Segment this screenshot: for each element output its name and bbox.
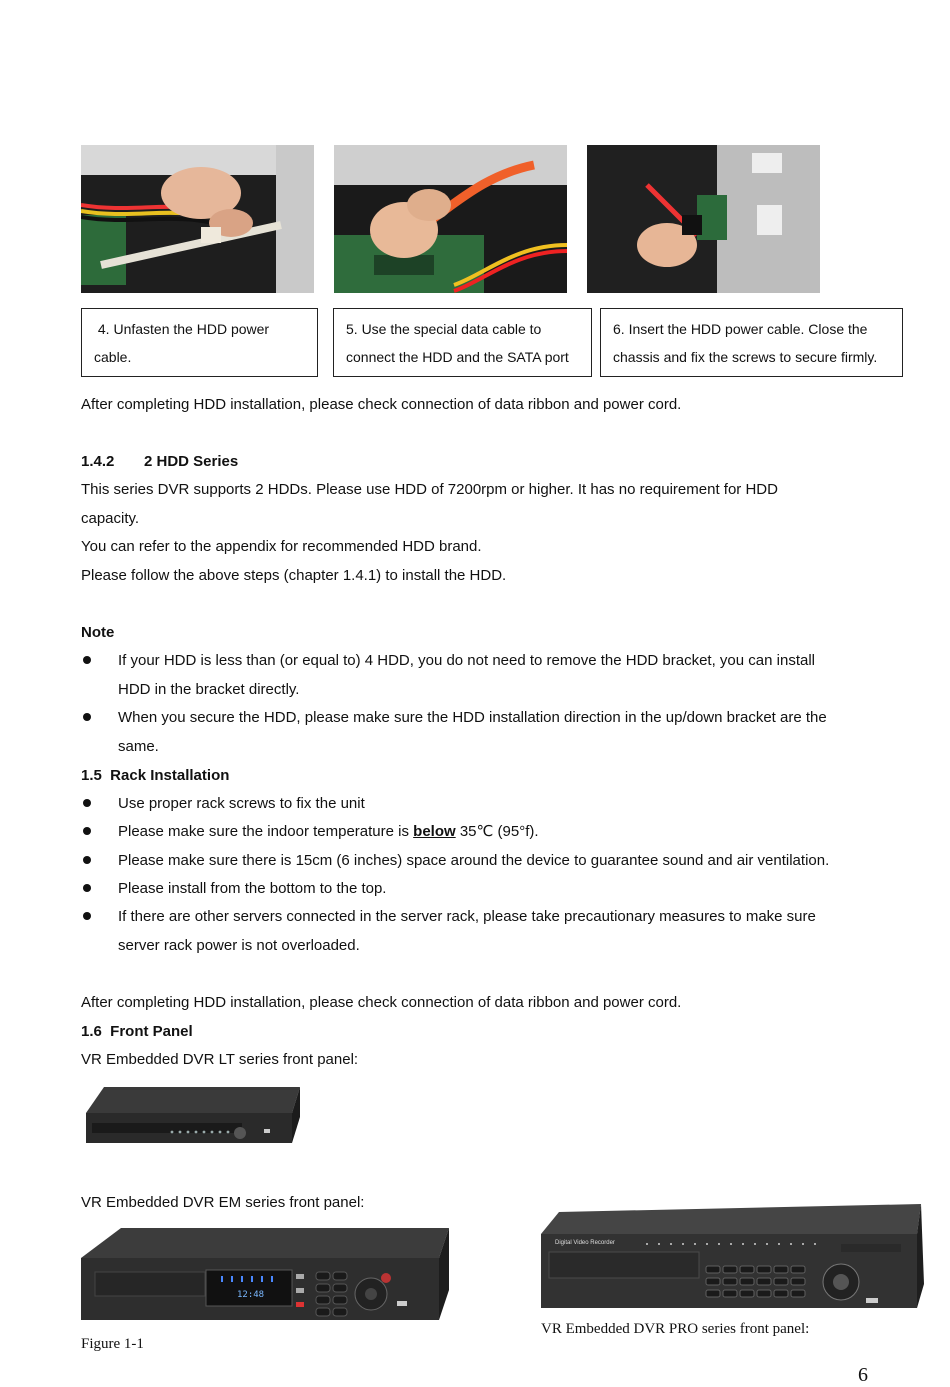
- rack-bullet-5-cont: server rack power is not overloaded.: [118, 937, 360, 954]
- para-line: Please follow the above steps (chapter 1.4.1) to install the HDD.: [81, 567, 507, 584]
- em-series-label: VR Embedded DVR EM series front panel:: [81, 1194, 365, 1211]
- note-bullet-2-cont: same.: [118, 738, 159, 755]
- caption-step-5-line1: 5. Use the special data cable to: [346, 321, 542, 337]
- bullet-icon: [81, 794, 93, 814]
- caption-step-4: [81, 308, 318, 377]
- rack-bullet-2-below: below: [413, 823, 456, 840]
- para-line: capacity.: [81, 510, 140, 527]
- rack-bullet-2-pre: Please make sure the indoor temperature is: [118, 823, 414, 840]
- note-bullet-1: If your HDD is less than (or equal to) 4 HDD, you do not need to remove the HDD bracket, you can install: [118, 652, 815, 669]
- caption-step-6-line1: 6. Insert the HDD power cable. Close the: [613, 321, 868, 337]
- after-install-note: After completing HDD installation, please check connection of data ribbon and power cord.: [81, 396, 682, 413]
- caption-step-6: [600, 308, 903, 377]
- para-line: You can refer to the appendix for recommended HDD brand.: [81, 538, 482, 555]
- caption-step-6-line2: chassis and fix the screws to secure firmly.: [613, 349, 878, 365]
- bullet-icon: [81, 651, 93, 671]
- dvr-lt-front-panel-image: [82, 1085, 302, 1147]
- after-install-note-2: After completing HDD installation, please check connection of data ribbon and power cord.: [81, 994, 682, 1011]
- photo-insert-power-cable: [587, 145, 820, 293]
- rack-bullet-3: Please make sure there is 15cm (6 inches) space around the device to guarantee sound and air ventilation.: [118, 852, 830, 869]
- caption-step-4-line1: 4. Unfasten the HDD power: [94, 321, 270, 337]
- rack-bullet-4: Please install from the bottom to the top.: [118, 880, 387, 897]
- rack-bullet-1: Use proper rack screws to fix the unit: [118, 795, 365, 812]
- rack-bullet-2: [118, 822, 539, 842]
- rack-bullet-5: If there are other servers connected in the server rack, please take precautionary measures to make sure: [118, 908, 816, 925]
- dvr-em-front-panel-image: [81, 1226, 451, 1322]
- caption-step-5: [333, 308, 592, 377]
- caption-step-4-line2: cable.: [94, 349, 132, 365]
- caption-step-5-line2: connect the HDD and the SATA port: [346, 349, 569, 365]
- section-15-title: 1.5 Rack Installation: [81, 767, 230, 784]
- bullet-icon: [81, 822, 93, 842]
- para-line: This series DVR supports 2 HDDs. Please use HDD of 7200rpm or higher. It has no requirement for HDD: [81, 481, 778, 498]
- note-bullet-1-cont: HDD in the bracket directly.: [118, 681, 300, 698]
- figure-caption: Figure 1-1: [81, 1336, 144, 1352]
- pro-brand-text: Digital Video Recorder: [555, 1240, 615, 1246]
- section-16-title: 1.6 Front Panel: [81, 1023, 193, 1040]
- bullet-icon: [81, 907, 93, 927]
- bullet-icon: [81, 851, 93, 871]
- page-number: 6: [858, 1364, 868, 1386]
- section-142-number: 1.4.2: [81, 453, 115, 470]
- section-142-title: 2 HDD Series: [144, 453, 239, 470]
- dvr-pro-front-panel-image: [541, 1204, 924, 1316]
- photo-data-cable: [334, 145, 567, 293]
- bullet-icon: [81, 879, 93, 899]
- bullet-icon: [81, 708, 93, 728]
- photo-unfasten-hdd-power: [81, 145, 314, 293]
- note-title: Note: [81, 624, 115, 641]
- rack-bullet-2-post: 35℃ (95°f).: [455, 823, 539, 840]
- pro-series-label: VR Embedded DVR PRO series front panel:: [541, 1321, 810, 1337]
- em-lcd-text: 12:48: [237, 1290, 265, 1300]
- lt-series-label: VR Embedded DVR LT series front panel:: [81, 1051, 359, 1068]
- note-bullet-2: When you secure the HDD, please make sure the HDD installation direction in the up/down bracket are the: [118, 709, 827, 726]
